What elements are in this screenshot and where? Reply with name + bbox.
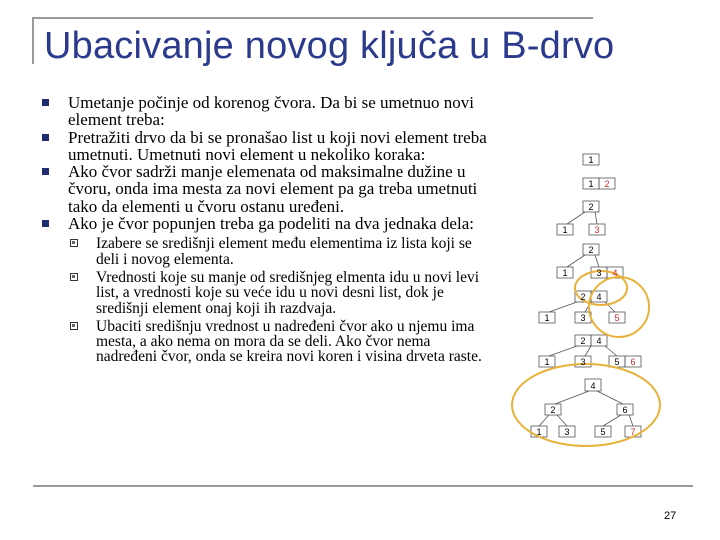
bullet-item: Pretražiti drvo da bi se pronašao list u koji novi element treba umetnuti. Umetnuti novi element u nekoliko koraka:: [40, 129, 490, 164]
node-key: 1: [544, 313, 550, 323]
top-rule: [33, 17, 593, 19]
node-key: 1: [562, 268, 568, 278]
sub-bullet-item: [40, 270, 490, 316]
bullet-list: [40, 94, 490, 365]
b-tree-insertion-diagram: [505, 148, 685, 448]
bullet-item: Ako je čvor popunjen treba ga podeliti na dva jednaka dela:: [40, 215, 490, 232]
node-key: 3: [596, 268, 602, 278]
page-number: 27: [664, 510, 677, 522]
node-key: 1: [562, 225, 568, 235]
node-key: 1: [588, 155, 594, 165]
node-key: 5: [614, 357, 620, 367]
node-key: 3: [580, 357, 586, 367]
node-key: 2: [588, 202, 594, 212]
node-key-new: 3: [594, 225, 600, 235]
highlight-circle: [512, 364, 660, 446]
square-bullet-icon: [70, 239, 78, 247]
sub-bullet-text: Vrednosti koje su manje od središnjeg elmenta idu u novi levi list, a vrednosti koje su veće idu u novi desni list, dok je središnji element onaj koji ih razdvaja.: [96, 268, 480, 317]
bottom-rule: [33, 485, 693, 487]
node-key: 5: [600, 427, 606, 437]
node-key: 1: [544, 357, 550, 367]
node-key: 4: [596, 292, 602, 302]
sub-bullet-item: [40, 319, 490, 365]
node-key-new: 2: [604, 179, 610, 189]
node-key: 4: [596, 336, 602, 346]
square-bullet-icon: [70, 273, 78, 281]
node-key: 2: [580, 292, 586, 302]
sub-bullet-text: Izabere se središnji element među elementima iz lista koji se deli i novog elementa.: [96, 235, 472, 268]
node-key: 1: [536, 427, 542, 437]
node-key: 3: [564, 427, 570, 437]
highlight-circle: [589, 277, 649, 337]
node-key: 2: [550, 405, 556, 415]
node-key-new: 5: [614, 313, 620, 323]
bullet-item: Umetanje počinje od korenog čvora. Da bi se umetnuo novi element treba:: [40, 94, 490, 129]
title-accent-line: [32, 17, 34, 64]
node-key: 1: [588, 179, 594, 189]
node-key: 2: [580, 336, 586, 346]
node-key: 3: [580, 313, 586, 323]
sub-bullet-text: Ubaciti središnju vrednost u nadređeni čvor ako u njemu ima mesta, a ako nema on mora da se deli. Ako čvor nema nadređeni čvor, onda se kreira novi koren i visina drveta raste.: [96, 317, 482, 366]
node-key: 6: [622, 405, 628, 415]
sub-bullet-item: [40, 236, 490, 267]
sub-bullet-list: [40, 236, 490, 364]
square-bullet-icon: [70, 322, 78, 330]
node-key-new: 4: [612, 268, 618, 278]
node-key: 4: [590, 381, 596, 391]
node-key-new: 7: [630, 427, 636, 437]
bullet-item: Ako čvor sadrži manje elemenata od maksimalne dužine u čvoru, onda ima mesta za novi element pa ga treba umetnuti tako da elementi u čvoru ostanu uređeni.: [40, 163, 490, 215]
slide-title: Ubacivanje novog ključa u B-drvo: [44, 25, 615, 67]
node-key: 2: [588, 245, 594, 255]
node-key-new: 6: [630, 357, 636, 367]
